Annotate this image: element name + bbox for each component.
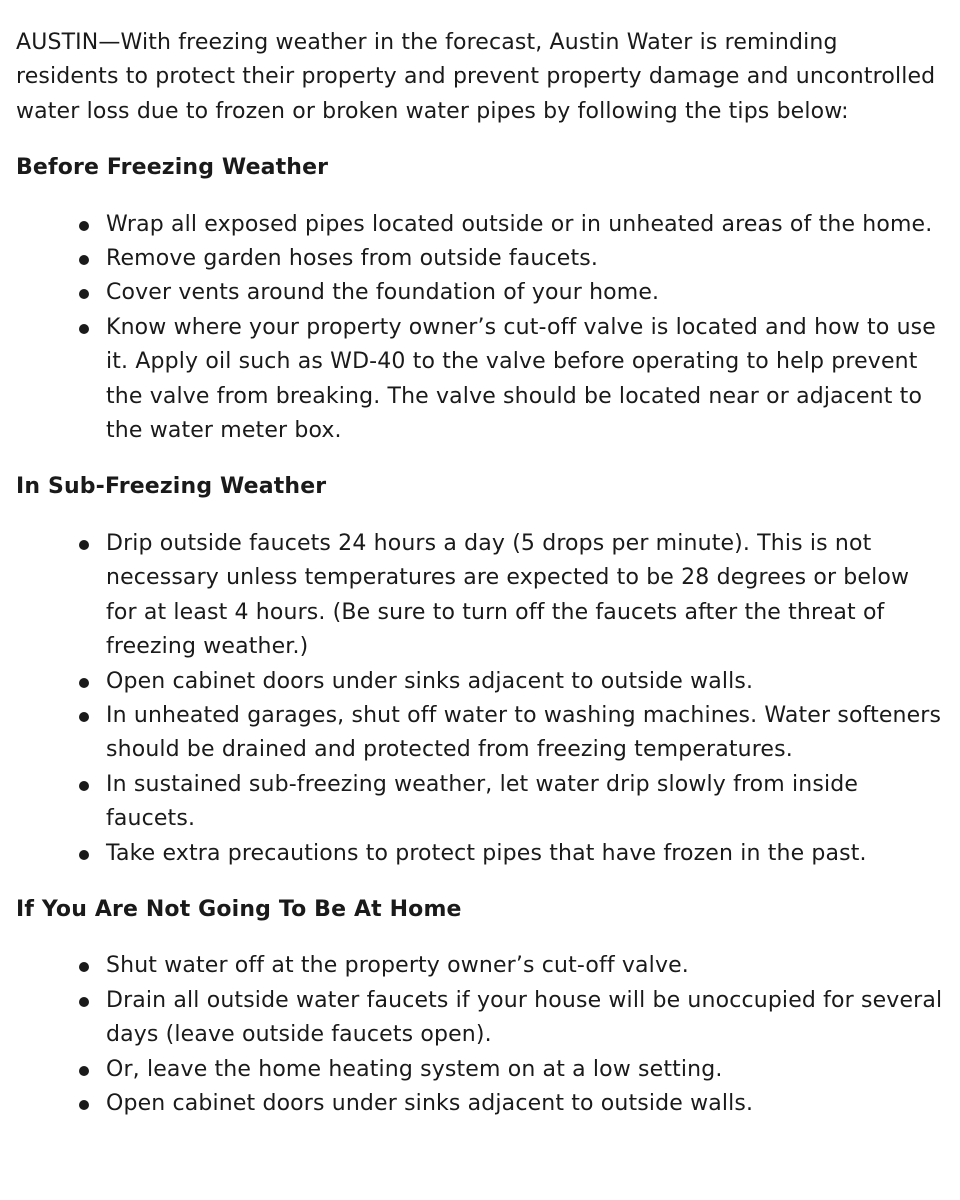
bullet-icon <box>79 221 89 231</box>
list-item <box>106 837 944 871</box>
bullet-icon <box>79 997 89 1007</box>
list-item <box>106 699 944 768</box>
list-item-text: Shut water off at the property owner’s cut-off valve. <box>106 953 689 979</box>
bullet-icon <box>79 289 89 299</box>
list-item <box>106 276 944 310</box>
bullet-icon <box>79 962 89 972</box>
section-heading-before-freezing: Before Freezing Weather <box>16 155 329 181</box>
list-item-text: Open cabinet doors under sinks adjacent to outside walls. <box>106 668 754 694</box>
bullet-icon <box>79 781 89 791</box>
list-item <box>106 768 944 837</box>
list-item <box>106 1053 944 1087</box>
list-item-text: Open cabinet doors under sinks adjacent to outside walls. <box>106 1090 754 1116</box>
list-item <box>106 949 944 983</box>
list-item <box>106 242 944 276</box>
tips-list-sub-freezing <box>16 527 944 871</box>
bullet-icon <box>79 1066 89 1076</box>
list-item-text: Know where your property owner’s cut-off valve is located and how to use it. Apply oil such as WD-40 to the valve before operating to help prevent the valve from breaking. The valve should be located near or adjacent to the water meter box. <box>106 314 936 444</box>
list-item <box>106 208 944 242</box>
list-item <box>106 311 944 449</box>
intro-paragraph: AUSTIN—With freezing weather in the forecast, Austin Water is reminding residents to protect their property and prevent property damage and uncontrolled water loss due to frozen or broken water pipes by following the tips below: <box>16 30 936 124</box>
tips-list-away-from-home <box>16 949 944 1121</box>
bullet-icon <box>79 678 89 688</box>
bullet-icon <box>79 324 89 334</box>
list-item <box>106 984 944 1053</box>
list-item-text: Or, leave the home heating system on at a low setting. <box>106 1056 723 1082</box>
list-item-text: Take extra precautions to protect pipes that have frozen in the past. <box>106 840 867 866</box>
tips-list-before-freezing <box>16 208 944 449</box>
list-item-text: In sustained sub-freezing weather, let water drip slowly from inside faucets. <box>106 771 859 832</box>
section-heading-sub-freezing: In Sub-Freezing Weather <box>16 474 327 500</box>
list-item-text: Wrap all exposed pipes located outside or in unheated areas of the home. <box>106 211 933 237</box>
list-item <box>106 665 944 699</box>
section-heading-away-from-home: If You Are Not Going To Be At Home <box>16 896 462 922</box>
list-item <box>106 1087 944 1121</box>
list-item-text: Drain all outside water faucets if your house will be unoccupied for several days (leave outside faucets open). <box>106 987 943 1048</box>
list-item-text: Cover vents around the foundation of your home. <box>106 280 660 306</box>
bullet-icon <box>79 712 89 722</box>
bullet-icon <box>79 255 89 265</box>
list-item-text: Remove garden hoses from outside faucets. <box>106 246 598 272</box>
bullet-icon <box>79 850 89 860</box>
bullet-icon <box>79 540 89 550</box>
bullet-icon <box>79 1100 89 1110</box>
list-item-text: In unheated garages, shut off water to washing machines. Water softeners should be drained and protected from freezing temperatures. <box>106 702 942 763</box>
list-item <box>106 527 944 665</box>
list-item-text: Drip outside faucets 24 hours a day (5 drops per minute). This is not necessary unless temperatures are expected to be 28 degrees or below for at least 4 hours. (Be sure to turn off the faucets after the threat of freezing weather.) <box>106 530 910 660</box>
